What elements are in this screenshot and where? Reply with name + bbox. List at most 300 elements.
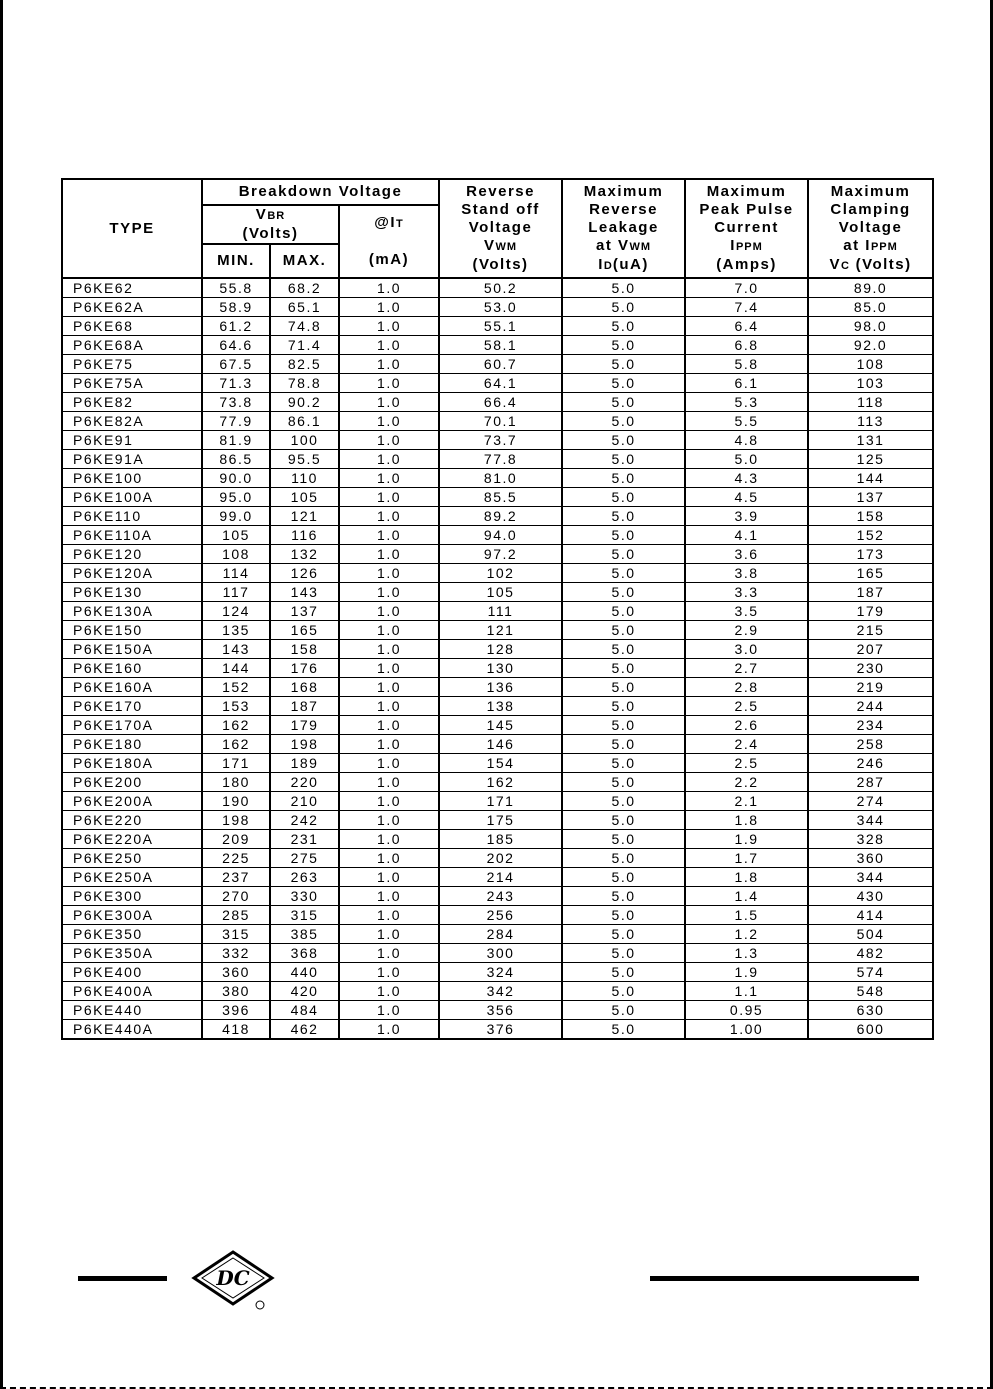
ipp-cell: 7.4 xyxy=(685,298,808,317)
id-cell: 5.0 xyxy=(562,868,685,887)
id-cell: 5.0 xyxy=(562,621,685,640)
page-border-left xyxy=(0,0,3,1389)
type-cell: P6KE350 xyxy=(62,925,202,944)
vbr-min-cell: 90.0 xyxy=(202,469,270,488)
type-cell: P6KE160 xyxy=(62,659,202,678)
id-cell: 5.0 xyxy=(562,830,685,849)
vbr-min-cell: 67.5 xyxy=(202,355,270,374)
vbr-min-cell: 225 xyxy=(202,849,270,868)
it-cell: 1.0 xyxy=(339,374,439,393)
vbr-max-cell: 168 xyxy=(270,678,339,697)
ipp-cell: 2.5 xyxy=(685,754,808,773)
vwm-cell: 97.2 xyxy=(439,545,562,564)
vbr-max-cell: 315 xyxy=(270,906,339,925)
vbr-max-cell: 242 xyxy=(270,811,339,830)
type-cell: P6KE170 xyxy=(62,697,202,716)
vwm-cell: 60.7 xyxy=(439,355,562,374)
id-cell: 5.0 xyxy=(562,1020,685,1040)
vc-cell: 165 xyxy=(808,564,933,583)
vbr-min-cell: 171 xyxy=(202,754,270,773)
vwm-cell: 55.1 xyxy=(439,317,562,336)
table-row xyxy=(62,488,933,507)
id-cell: 5.0 xyxy=(562,716,685,735)
it-cell: 1.0 xyxy=(339,1001,439,1020)
vbr-min-cell: 117 xyxy=(202,583,270,602)
ipp-cell: 2.1 xyxy=(685,792,808,811)
max-header: MAX. xyxy=(270,244,339,278)
vc-cell: 137 xyxy=(808,488,933,507)
vbr-min-cell: 64.6 xyxy=(202,336,270,355)
it-cell: 1.0 xyxy=(339,716,439,735)
id-cell: 5.0 xyxy=(562,640,685,659)
ipp-cell: 2.9 xyxy=(685,621,808,640)
vwm-cell: 185 xyxy=(439,830,562,849)
type-cell: P6KE400A xyxy=(62,982,202,1001)
vbr-min-cell: 198 xyxy=(202,811,270,830)
vbr-max-cell: 143 xyxy=(270,583,339,602)
vwm-cell: 102 xyxy=(439,564,562,583)
vc-cell: 274 xyxy=(808,792,933,811)
ipp-cell: 2.5 xyxy=(685,697,808,716)
vbr-min-cell: 77.9 xyxy=(202,412,270,431)
it-header xyxy=(339,205,439,278)
table-row xyxy=(62,1001,933,1020)
id-at-sub: WM xyxy=(629,240,652,253)
vbr-max-cell: 110 xyxy=(270,469,339,488)
vc-cell: 230 xyxy=(808,659,933,678)
ipp-cell: 6.4 xyxy=(685,317,808,336)
vc-cell: 89.0 xyxy=(808,278,933,298)
vbr-max-cell: 220 xyxy=(270,773,339,792)
vc-cell: 92.0 xyxy=(808,336,933,355)
id-cell: 5.0 xyxy=(562,659,685,678)
vc-cell: 360 xyxy=(808,849,933,868)
vbr-max-cell: 210 xyxy=(270,792,339,811)
vbr-symbol-sub: BR xyxy=(267,210,286,222)
id-cell: 5.0 xyxy=(562,469,685,488)
vbr-min-cell: 162 xyxy=(202,735,270,754)
vwm-cell: 356 xyxy=(439,1001,562,1020)
vwm-header-label: Reverse Stand off Voltage xyxy=(461,183,540,236)
vbr-min-cell: 124 xyxy=(202,602,270,621)
type-cell: P6KE160A xyxy=(62,678,202,697)
id-cell: 5.0 xyxy=(562,697,685,716)
company-logo xyxy=(190,1248,280,1312)
ipp-cell: 7.0 xyxy=(685,278,808,298)
vwm-cell: 58.1 xyxy=(439,336,562,355)
vc-cell: 118 xyxy=(808,393,933,412)
table-row xyxy=(62,336,933,355)
vc-cell: 144 xyxy=(808,469,933,488)
vwm-cell: 94.0 xyxy=(439,526,562,545)
vbr-max-cell: 165 xyxy=(270,621,339,640)
table-row xyxy=(62,963,933,982)
vc-cell: 344 xyxy=(808,811,933,830)
type-header: TYPE xyxy=(62,179,202,278)
vwm-cell: 111 xyxy=(439,602,562,621)
vc-cell: 344 xyxy=(808,868,933,887)
vwm-cell: 128 xyxy=(439,640,562,659)
table-row xyxy=(62,393,933,412)
id-cell: 5.0 xyxy=(562,906,685,925)
vc-cell: 152 xyxy=(808,526,933,545)
ipp-cell: 5.0 xyxy=(685,450,808,469)
ipp-cell: 1.1 xyxy=(685,982,808,1001)
ipp-cell: 5.3 xyxy=(685,393,808,412)
vbr-max-cell: 90.2 xyxy=(270,393,339,412)
vbr-min-cell: 418 xyxy=(202,1020,270,1040)
ipp-cell: 1.7 xyxy=(685,849,808,868)
table-row xyxy=(62,469,933,488)
vbr-min-cell: 73.8 xyxy=(202,393,270,412)
vbr-min-cell: 270 xyxy=(202,887,270,906)
ipp-cell: 1.8 xyxy=(685,868,808,887)
vbr-max-cell: 116 xyxy=(270,526,339,545)
id-cell: 5.0 xyxy=(562,792,685,811)
vc-symbol: V xyxy=(829,255,841,273)
vc-cell: 215 xyxy=(808,621,933,640)
vbr-max-cell: 420 xyxy=(270,982,339,1001)
table-row xyxy=(62,640,933,659)
vc-cell: 504 xyxy=(808,925,933,944)
id-cell: 5.0 xyxy=(562,773,685,792)
table-row xyxy=(62,849,933,868)
vwm-units: (Volts) xyxy=(472,256,529,273)
vc-cell: 179 xyxy=(808,602,933,621)
vc-cell: 548 xyxy=(808,982,933,1001)
ipp-cell: 1.4 xyxy=(685,887,808,906)
vbr-min-cell: 105 xyxy=(202,526,270,545)
vwm-cell: 66.4 xyxy=(439,393,562,412)
table-row xyxy=(62,526,933,545)
table-row xyxy=(62,792,933,811)
type-cell: P6KE350A xyxy=(62,944,202,963)
type-cell: P6KE120 xyxy=(62,545,202,564)
vwm-cell: 202 xyxy=(439,849,562,868)
vbr-min-cell: 360 xyxy=(202,963,270,982)
vbr-max-cell: 126 xyxy=(270,564,339,583)
it-cell: 1.0 xyxy=(339,317,439,336)
footer-rule-left xyxy=(78,1276,167,1281)
vwm-cell: 243 xyxy=(439,887,562,906)
it-cell: 1.0 xyxy=(339,412,439,431)
vbr-min-cell: 108 xyxy=(202,545,270,564)
vwm-cell: 146 xyxy=(439,735,562,754)
ipp-cell: 2.8 xyxy=(685,678,808,697)
vc-cell: 108 xyxy=(808,355,933,374)
ipp-cell: 3.9 xyxy=(685,507,808,526)
it-cell: 1.0 xyxy=(339,355,439,374)
id-cell: 5.0 xyxy=(562,374,685,393)
vc-cell: 219 xyxy=(808,678,933,697)
id-cell: 5.0 xyxy=(562,450,685,469)
ipp-symbol: I xyxy=(730,237,736,254)
it-symbol: @I xyxy=(374,214,397,231)
id-cell: 5.0 xyxy=(562,336,685,355)
ipp-cell: 3.8 xyxy=(685,564,808,583)
id-symbol: I xyxy=(598,255,604,273)
vwm-cell: 85.5 xyxy=(439,488,562,507)
vwm-symbol-sub: WM xyxy=(495,241,518,253)
type-cell: P6KE220A xyxy=(62,830,202,849)
it-cell: 1.0 xyxy=(339,507,439,526)
vbr-min-cell: 143 xyxy=(202,640,270,659)
vc-cell: 131 xyxy=(808,431,933,450)
it-cell: 1.0 xyxy=(339,678,439,697)
ipp-cell: 1.2 xyxy=(685,925,808,944)
type-cell: P6KE100A xyxy=(62,488,202,507)
id-cell: 5.0 xyxy=(562,811,685,830)
table-row xyxy=(62,944,933,963)
it-cell: 1.0 xyxy=(339,336,439,355)
vbr-max-cell: 121 xyxy=(270,507,339,526)
ipp-cell: 5.8 xyxy=(685,355,808,374)
vbr-max-cell: 440 xyxy=(270,963,339,982)
table-row xyxy=(62,507,933,526)
vc-cell: 574 xyxy=(808,963,933,982)
vwm-cell: 70.1 xyxy=(439,412,562,431)
vwm-cell: 105 xyxy=(439,583,562,602)
type-cell: P6KE250 xyxy=(62,849,202,868)
vc-cell: 125 xyxy=(808,450,933,469)
it-cell: 1.0 xyxy=(339,868,439,887)
vbr-max-cell: 189 xyxy=(270,754,339,773)
vwm-symbol: V xyxy=(484,237,496,254)
ipp-cell: 2.7 xyxy=(685,659,808,678)
ipp-cell: 4.1 xyxy=(685,526,808,545)
table-row xyxy=(62,868,933,887)
vbr-min-cell: 285 xyxy=(202,906,270,925)
it-cell: 1.0 xyxy=(339,849,439,868)
ipp-symbol-sub: PPM xyxy=(735,241,763,253)
ipp-cell: 1.3 xyxy=(685,944,808,963)
ipp-cell: 4.8 xyxy=(685,431,808,450)
ipp-cell: 2.4 xyxy=(685,735,808,754)
vbr-min-cell: 99.0 xyxy=(202,507,270,526)
type-cell: P6KE68 xyxy=(62,317,202,336)
min-header: MIN. xyxy=(202,244,270,278)
vbr-min-cell: 95.0 xyxy=(202,488,270,507)
it-cell: 1.0 xyxy=(339,640,439,659)
vbr-max-cell: 385 xyxy=(270,925,339,944)
it-cell: 1.0 xyxy=(339,982,439,1001)
ipp-cell: 6.8 xyxy=(685,336,808,355)
vbr-min-cell: 135 xyxy=(202,621,270,640)
vbr-max-cell: 179 xyxy=(270,716,339,735)
id-at: at V xyxy=(596,236,630,254)
it-cell: 1.0 xyxy=(339,830,439,849)
vbr-max-cell: 198 xyxy=(270,735,339,754)
vc-cell: 158 xyxy=(808,507,933,526)
vbr-max-cell: 462 xyxy=(270,1020,339,1040)
spec-table-body xyxy=(62,278,933,1039)
type-cell: P6KE220 xyxy=(62,811,202,830)
table-row xyxy=(62,355,933,374)
table-row xyxy=(62,678,933,697)
vbr-min-cell: 315 xyxy=(202,925,270,944)
table-row xyxy=(62,697,933,716)
vbr-min-cell: 162 xyxy=(202,716,270,735)
ipp-cell: 1.8 xyxy=(685,811,808,830)
id-cell: 5.0 xyxy=(562,1001,685,1020)
id-cell: 5.0 xyxy=(562,545,685,564)
vbr-min-cell: 55.8 xyxy=(202,278,270,298)
id-cell: 5.0 xyxy=(562,849,685,868)
id-cell: 5.0 xyxy=(562,982,685,1001)
ipp-cell: 2.6 xyxy=(685,716,808,735)
it-cell: 1.0 xyxy=(339,564,439,583)
type-cell: P6KE130A xyxy=(62,602,202,621)
type-cell: P6KE400 xyxy=(62,963,202,982)
vwm-cell: 77.8 xyxy=(439,450,562,469)
ipp-units: (Amps) xyxy=(716,256,777,273)
vc-cell: 85.0 xyxy=(808,298,933,317)
vc-at-sub: PPM xyxy=(870,240,898,253)
vwm-cell: 256 xyxy=(439,906,562,925)
table-row xyxy=(62,1020,933,1040)
vwm-cell: 130 xyxy=(439,659,562,678)
type-cell: P6KE100 xyxy=(62,469,202,488)
id-cell: 5.0 xyxy=(562,754,685,773)
id-cell: 5.0 xyxy=(562,564,685,583)
vbr-max-cell: 78.8 xyxy=(270,374,339,393)
vwm-cell: 171 xyxy=(439,792,562,811)
ipp-cell: 4.5 xyxy=(685,488,808,507)
vwm-cell: 64.1 xyxy=(439,374,562,393)
type-cell: P6KE68A xyxy=(62,336,202,355)
vbr-max-cell: 484 xyxy=(270,1001,339,1020)
it-cell: 1.0 xyxy=(339,754,439,773)
vc-cell: 630 xyxy=(808,1001,933,1020)
it-cell: 1.0 xyxy=(339,963,439,982)
vc-symbol-sub: C xyxy=(840,259,850,272)
type-cell: P6KE200A xyxy=(62,792,202,811)
vbr-max-cell: 105 xyxy=(270,488,339,507)
type-cell: P6KE150A xyxy=(62,640,202,659)
vbr-max-cell: 71.4 xyxy=(270,336,339,355)
vbr-min-cell: 86.5 xyxy=(202,450,270,469)
vc-cell: 103 xyxy=(808,374,933,393)
vbr-min-cell: 237 xyxy=(202,868,270,887)
id-cell: 5.0 xyxy=(562,507,685,526)
id-cell: 5.0 xyxy=(562,735,685,754)
ipp-cell: 2.2 xyxy=(685,773,808,792)
table-row xyxy=(62,659,933,678)
vbr-max-cell: 368 xyxy=(270,944,339,963)
vbr-max-cell: 74.8 xyxy=(270,317,339,336)
table-row xyxy=(62,602,933,621)
vbr-max-cell: 330 xyxy=(270,887,339,906)
type-cell: P6KE180A xyxy=(62,754,202,773)
id-cell: 5.0 xyxy=(562,278,685,298)
vc-header xyxy=(808,179,933,278)
breakdown-voltage-header: Breakdown Voltage xyxy=(202,179,439,205)
vbr-min-cell: 144 xyxy=(202,659,270,678)
ipp-cell: 4.3 xyxy=(685,469,808,488)
type-cell: P6KE250A xyxy=(62,868,202,887)
vbr-min-cell: 396 xyxy=(202,1001,270,1020)
vwm-cell: 342 xyxy=(439,982,562,1001)
it-cell: 1.0 xyxy=(339,298,439,317)
id-cell: 5.0 xyxy=(562,944,685,963)
ipp-cell: 1.9 xyxy=(685,963,808,982)
type-cell: P6KE120A xyxy=(62,564,202,583)
id-cell: 5.0 xyxy=(562,526,685,545)
type-cell: P6KE300 xyxy=(62,887,202,906)
type-cell: P6KE62A xyxy=(62,298,202,317)
it-cell: 1.0 xyxy=(339,450,439,469)
vbr-max-cell: 132 xyxy=(270,545,339,564)
it-cell: 1.0 xyxy=(339,469,439,488)
it-symbol-sub: T xyxy=(396,218,404,230)
type-cell: P6KE110 xyxy=(62,507,202,526)
vbr-min-cell: 180 xyxy=(202,773,270,792)
id-cell: 5.0 xyxy=(562,583,685,602)
it-cell: 1.0 xyxy=(339,1020,439,1040)
vbr-min-cell: 153 xyxy=(202,697,270,716)
vbr-min-cell: 58.9 xyxy=(202,298,270,317)
vbr-min-cell: 209 xyxy=(202,830,270,849)
table-row xyxy=(62,925,933,944)
id-symbol-sub: D xyxy=(603,259,613,272)
vwm-cell: 324 xyxy=(439,963,562,982)
type-cell: P6KE110A xyxy=(62,526,202,545)
table-row xyxy=(62,716,933,735)
vbr-max-cell: 86.1 xyxy=(270,412,339,431)
ipp-cell: 3.6 xyxy=(685,545,808,564)
vbr-min-cell: 71.3 xyxy=(202,374,270,393)
vc-units: (Volts) xyxy=(849,255,912,273)
vwm-cell: 376 xyxy=(439,1020,562,1040)
type-cell: P6KE91 xyxy=(62,431,202,450)
vwm-cell: 121 xyxy=(439,621,562,640)
vwm-cell: 53.0 xyxy=(439,298,562,317)
id-cell: 5.0 xyxy=(562,412,685,431)
it-cell: 1.0 xyxy=(339,697,439,716)
ipp-cell: 3.0 xyxy=(685,640,808,659)
vbr-min-cell: 81.9 xyxy=(202,431,270,450)
vbr-max-cell: 187 xyxy=(270,697,339,716)
it-cell: 1.0 xyxy=(339,545,439,564)
vc-cell: 482 xyxy=(808,944,933,963)
ipp-cell: 0.95 xyxy=(685,1001,808,1020)
id-header-label: Maximum Reverse Leakage xyxy=(583,182,664,236)
id-cell: 5.0 xyxy=(562,393,685,412)
spec-table xyxy=(61,178,934,1040)
vbr-min-cell: 61.2 xyxy=(202,317,270,336)
vbr-max-cell: 82.5 xyxy=(270,355,339,374)
table-row xyxy=(62,298,933,317)
table-row xyxy=(62,412,933,431)
id-cell: 5.0 xyxy=(562,317,685,336)
it-cell: 1.0 xyxy=(339,906,439,925)
vbr-min-cell: 380 xyxy=(202,982,270,1001)
it-cell: 1.0 xyxy=(339,431,439,450)
it-cell: 1.0 xyxy=(339,659,439,678)
vwm-cell: 214 xyxy=(439,868,562,887)
type-cell: P6KE150 xyxy=(62,621,202,640)
table-row xyxy=(62,621,933,640)
table-row xyxy=(62,317,933,336)
vwm-cell: 136 xyxy=(439,678,562,697)
vbr-max-cell: 176 xyxy=(270,659,339,678)
id-cell: 5.0 xyxy=(562,431,685,450)
id-cell: 5.0 xyxy=(562,925,685,944)
table-row xyxy=(62,374,933,393)
id-cell: 5.0 xyxy=(562,355,685,374)
id-units: (uA) xyxy=(612,255,649,273)
it-cell: 1.0 xyxy=(339,583,439,602)
